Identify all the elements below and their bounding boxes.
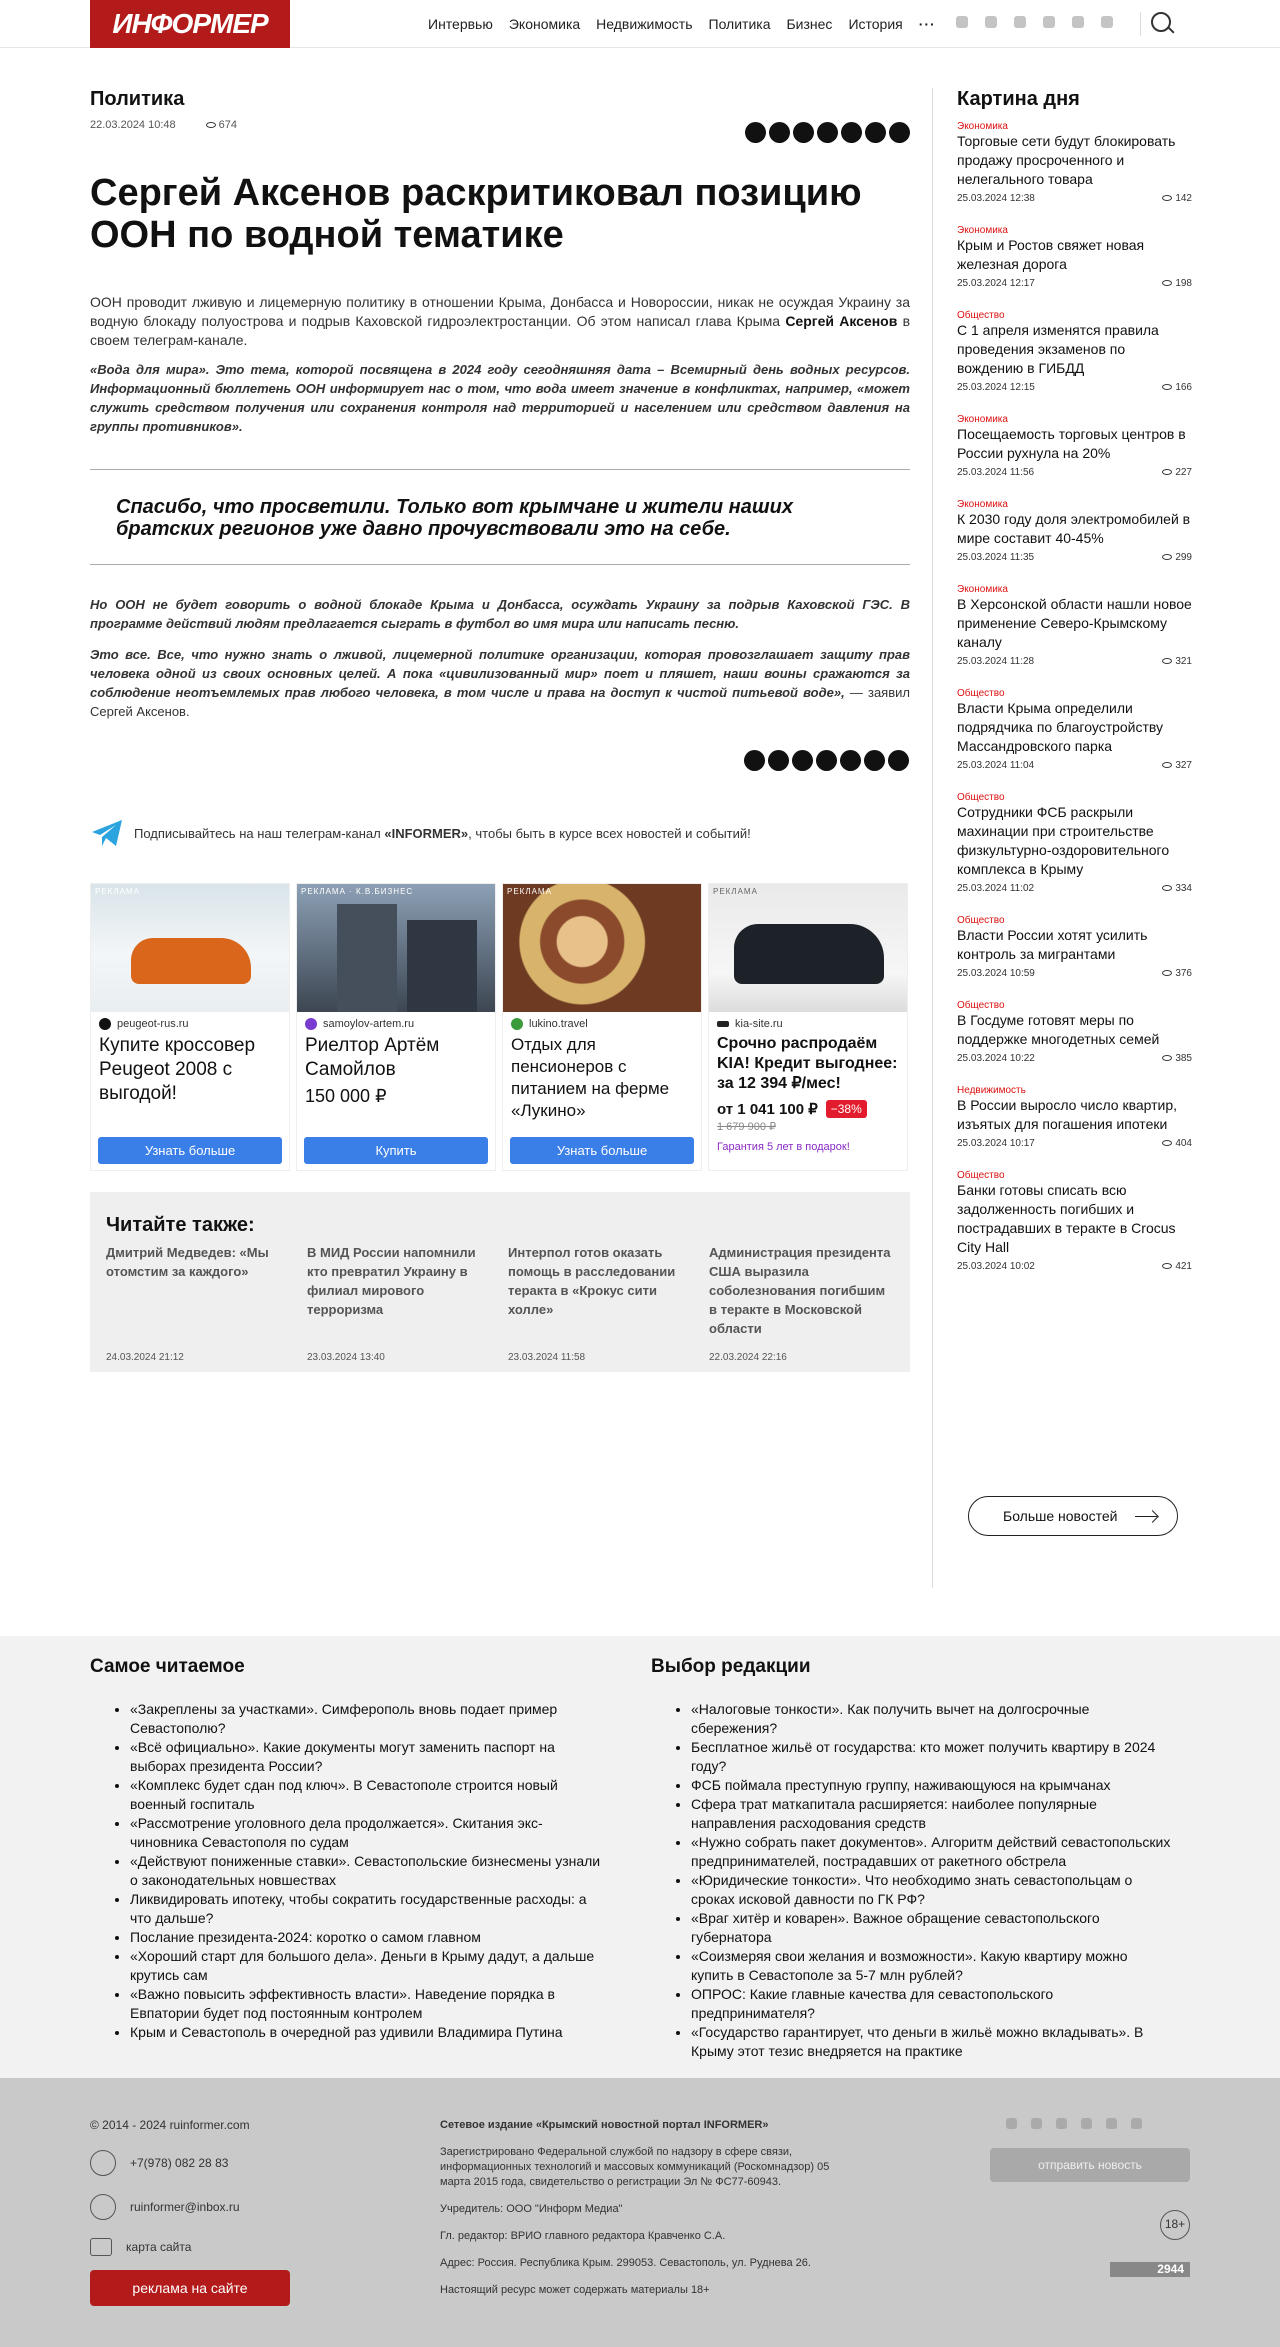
footer-email[interactable]: ruinformer@inbox.ru bbox=[130, 2200, 240, 2214]
news-title[interactable]: Власти Крыма определили подрядчика по благоустройству Массандровского парка bbox=[957, 700, 1164, 754]
news-views-count: 421 bbox=[1175, 1261, 1192, 1272]
news-meta bbox=[957, 382, 1192, 393]
paragraph-4-quote: Это все. Все, что нужно знать о лживой, лицемерной политике организации, которая провозглашает защиту прав человека одной из своих основных целей. А пока «цивилизованный мир» поет и пляшет, наши воины сражаются за соблюдение неотъемлемых прав любого человека, в том числе и права на доступ к чистой питьевой воде», bbox=[90, 646, 910, 700]
ad-domain-text: samoylov-artem.ru bbox=[323, 1018, 415, 1030]
list-item[interactable]: • Крым и Севастополь в очередной раз удивили Владимира Путина bbox=[130, 2023, 610, 2042]
news-views-count: 404 bbox=[1175, 1138, 1192, 1149]
news-views-count: 198 bbox=[1175, 278, 1192, 289]
eye-icon bbox=[1162, 1055, 1172, 1061]
news-category[interactable]: Экономика bbox=[957, 584, 1008, 595]
news-category[interactable]: Общество bbox=[957, 792, 1005, 803]
nav-item-interviews[interactable]: Интервью bbox=[428, 16, 493, 32]
advertise-button[interactable]: реклама на сайте bbox=[90, 2270, 290, 2306]
list-item[interactable]: • «Нужно собрать пакет документов». Алгоритм действий севастопольских предпринимателей, пострадавших от ракетного обстрела bbox=[691, 1833, 1171, 1871]
article-paragraph-2: «Вода для мира». Это тема, которой посвящена в 2024 году сегодняшняя дата – Всемирный день водных ресурсов. Информационный бюллетень ООН информирует нас о том, что вода имеет значение в конфликтах, например, «может служить средством получения или сохранения контроля над территорией и населением или средством давления на группы противников». bbox=[90, 361, 910, 434]
news-date: 25.03.2024 11:04 bbox=[957, 760, 1035, 771]
news-title[interactable]: Власти России хотят усилить контроль за мигрантами bbox=[957, 927, 1148, 962]
eye-icon bbox=[1162, 970, 1172, 976]
ad-price: от 1 041 100 ₽ bbox=[717, 1101, 818, 1118]
read-also-item[interactable] bbox=[307, 1243, 492, 1363]
news-meta bbox=[957, 1138, 1192, 1149]
news-meta bbox=[957, 1053, 1192, 1064]
nav-more-icon[interactable]: ··· bbox=[918, 16, 936, 32]
news-title[interactable]: Торговые сети будут блокировать продажу просроченного и нелегального товара bbox=[957, 133, 1176, 187]
news-date: 25.03.2024 11:28 bbox=[957, 656, 1035, 667]
sitemap-icon bbox=[90, 2238, 112, 2256]
nav-item-politics[interactable]: Политика bbox=[708, 16, 771, 32]
footer-sitemap-link[interactable]: карта сайта bbox=[126, 2240, 192, 2254]
share-other-icon[interactable] bbox=[889, 122, 910, 143]
share-vk-icon[interactable] bbox=[769, 122, 790, 143]
news-category[interactable]: Экономика bbox=[957, 414, 1008, 425]
list-item[interactable]: • «Всё официально». Какие документы могут заменить паспорт на выборах президента России? bbox=[130, 1738, 610, 1776]
telegram-icon[interactable] bbox=[956, 16, 968, 28]
odnoklassniki-icon[interactable] bbox=[1106, 2118, 1117, 2129]
ad-headline: Отдых для пенсионеров с питанием на ферме «Лукино» bbox=[511, 1035, 670, 1120]
visit-counter[interactable]: 2944 bbox=[1110, 2262, 1190, 2277]
ad-card-lukino[interactable] bbox=[502, 883, 702, 1171]
ad-label: РЕКЛАМА · К.В.БИЗНЕС bbox=[301, 887, 414, 896]
news-title[interactable]: Крым и Ростов свяжет новая железная дорога bbox=[957, 237, 1145, 272]
rss-icon[interactable] bbox=[1131, 2118, 1142, 2129]
news-category[interactable]: Недвижимость bbox=[957, 1085, 1026, 1096]
vk-icon[interactable] bbox=[1014, 16, 1026, 28]
article-lead bbox=[90, 293, 910, 350]
building-shape-2 bbox=[407, 920, 477, 1012]
read-also-item-date: 23.03.2024 13:40 bbox=[307, 1352, 385, 1363]
news-meta bbox=[957, 760, 1192, 771]
eye-icon bbox=[206, 122, 216, 128]
telegram-icon[interactable] bbox=[1006, 2118, 1017, 2129]
lead-text-end: в своем телеграм-канале. bbox=[90, 312, 911, 348]
most-read-title: Самое читаемое bbox=[90, 1656, 245, 1677]
age-rating-badge: 18+ bbox=[1160, 2210, 1190, 2240]
kia-logo-icon bbox=[717, 1021, 729, 1027]
more-news-button[interactable] bbox=[968, 1496, 1178, 1536]
ad-headline: Срочно распродаём KIA! Кредит выгоднее: за 12 394 ₽/мес! bbox=[717, 1035, 898, 1092]
read-also-item-date: 22.03.2024 22:16 bbox=[709, 1352, 787, 1363]
tg-channel-name[interactable]: «INFORMER» bbox=[384, 825, 469, 841]
news-date: 25.03.2024 10:17 bbox=[957, 1138, 1035, 1149]
sidebar-news-item[interactable] bbox=[957, 121, 1192, 204]
read-also-item-title[interactable]: Администрация президента США выразила соболезнования погибшим в теракте в Московской области bbox=[709, 1245, 891, 1336]
ad-domain bbox=[297, 1012, 495, 1030]
footer-phone-row bbox=[90, 2150, 250, 2176]
share-ok-icon[interactable] bbox=[793, 122, 814, 143]
read-also-item[interactable] bbox=[508, 1243, 693, 1363]
ad-button[interactable]: Купить bbox=[304, 1137, 488, 1164]
ad-headline: Риелтор Артём Самойлов bbox=[305, 1035, 440, 1080]
news-category[interactable]: Экономика bbox=[957, 499, 1008, 510]
main-nav bbox=[428, 0, 936, 48]
news-views-count: 376 bbox=[1175, 968, 1192, 979]
list-item[interactable]: • ФСБ поймала преступную группу, наживающуюся на крымчанах bbox=[691, 1776, 1171, 1795]
sidebar-news-item[interactable] bbox=[957, 1085, 1192, 1149]
list-item[interactable]: • Послание президента-2024: коротко о самом главном bbox=[130, 1928, 610, 1947]
eye-icon bbox=[1162, 1263, 1172, 1269]
site-header bbox=[0, 0, 1280, 48]
read-also-item-date: 23.03.2024 11:58 bbox=[508, 1352, 586, 1363]
footer-editor: Гл. редактор: ВРИО главного редактора Кравченко С.А. bbox=[440, 2230, 726, 2242]
list-item[interactable]: • «Действуют пониженные ставки». Севастопольские бизнесмены узнали о законодательных новшествах bbox=[130, 1852, 610, 1890]
ad-gift-text[interactable]: Гарантия 5 лет в подарок! bbox=[717, 1141, 850, 1153]
sidebar-news-item[interactable] bbox=[957, 688, 1192, 771]
tg-text-a: Подписывайтесь на наш телеграм-канал bbox=[134, 825, 385, 841]
car-shape bbox=[131, 938, 251, 984]
lead-author: Сергей Аксенов bbox=[785, 312, 898, 329]
lukino-logo-icon bbox=[511, 1018, 523, 1030]
share-buttons-top bbox=[745, 122, 910, 143]
article-views bbox=[206, 119, 237, 131]
article-paragraph-3: Но ООН не будет говорить о водной блокаде Крыма и Донбасса, осуждать Украину за подрыв Каховской ГЭС. В программе действий людям предлагается сыграть в футбол во имя мира или написать песню. bbox=[90, 596, 910, 631]
footer-legal bbox=[440, 2118, 840, 2310]
news-category[interactable]: Общество bbox=[957, 1000, 1005, 1011]
vk-icon[interactable] bbox=[1056, 2118, 1067, 2129]
news-title[interactable]: Сотрудники ФСБ раскрыли махинации при строительстве физкультурно-оздоровительного комплекса в Крыму bbox=[957, 804, 1170, 877]
ad-image-peugeot bbox=[91, 884, 289, 1012]
footer-phone[interactable]: +7(978) 082 28 83 bbox=[130, 2156, 229, 2170]
odnoklassniki-icon[interactable] bbox=[1072, 16, 1084, 28]
news-date: 25.03.2024 12:15 bbox=[957, 382, 1035, 393]
news-date: 25.03.2024 10:59 bbox=[957, 968, 1035, 979]
news-title[interactable]: В Госдуме готовят меры по поддержке многодетных семей bbox=[957, 1012, 1160, 1047]
telegram-subscribe-text bbox=[134, 826, 751, 841]
news-title[interactable]: В России выросло число квартир, изъятых для погашения ипотеки bbox=[957, 1097, 1178, 1132]
footer-social-links bbox=[1006, 2118, 1142, 2129]
youtube-icon[interactable] bbox=[1043, 16, 1055, 28]
list-item[interactable]: • «Хороший старт для большого дела». Деньги в Крыму дадут, а дальше крутись сам bbox=[130, 1947, 610, 1985]
editors-choice bbox=[651, 1656, 1171, 2061]
paragraph-4-attribution: — заявил Сергей Аксенов. bbox=[90, 684, 910, 719]
news-meta bbox=[957, 193, 1192, 204]
footer-email-row bbox=[90, 2194, 250, 2220]
news-meta bbox=[957, 1261, 1192, 1272]
share-dzen-icon[interactable] bbox=[745, 122, 766, 143]
nav-item-realty[interactable]: Недвижимость bbox=[596, 16, 693, 32]
ad-label: РЕКЛАМА bbox=[95, 887, 140, 896]
nav-item-business[interactable]: Бизнес bbox=[786, 16, 833, 32]
news-title[interactable]: К 2030 году доля электромобилей в мире составит 40-45% bbox=[957, 511, 1191, 546]
news-views bbox=[1162, 968, 1192, 979]
views-count: 674 bbox=[218, 119, 237, 131]
site-logo[interactable]: ИНФОРМЕР bbox=[90, 0, 290, 48]
news-views bbox=[1162, 1138, 1192, 1149]
news-views bbox=[1162, 1053, 1192, 1064]
news-date: 25.03.2024 11:02 bbox=[957, 883, 1035, 894]
eye-icon bbox=[1162, 1140, 1172, 1146]
read-also-item-title[interactable]: Дмитрий Медведев: «Мы отомстим за каждого» bbox=[106, 1245, 269, 1279]
news-views-count: 142 bbox=[1175, 193, 1192, 204]
news-meta bbox=[957, 968, 1192, 979]
search-icon[interactable] bbox=[1151, 12, 1173, 34]
ad-headline: Купите кроссовер Peugeot 2008 с выгодой! bbox=[99, 1035, 256, 1104]
share-vk-icon[interactable] bbox=[768, 750, 789, 771]
news-meta bbox=[957, 656, 1192, 667]
news-views bbox=[1162, 467, 1192, 478]
sidebar-news-item[interactable] bbox=[957, 310, 1192, 393]
sidebar-news-item[interactable] bbox=[957, 1000, 1192, 1064]
peugeot-logo-icon bbox=[99, 1018, 111, 1030]
list-item[interactable]: • «Юридические тонкости». Что необходимо знать севастопольцам о сроках исковой давности по ГК РФ? bbox=[691, 1871, 1171, 1909]
eye-icon bbox=[1162, 469, 1172, 475]
footer-registration: Зарегистрировано Федеральной службой по надзору в сфере связи, информационных технологий и массовых коммуникаций (Роскомнадзор) 05 марта 2015 года, свидетельство о регистрации Эл № ФС77-60943. bbox=[440, 2146, 830, 2188]
news-meta bbox=[957, 883, 1192, 894]
sidebar-news-item[interactable] bbox=[957, 792, 1192, 894]
news-views bbox=[1162, 760, 1192, 771]
ad-domain-text: kia-site.ru bbox=[735, 1018, 783, 1030]
news-views bbox=[1162, 552, 1192, 563]
news-date: 25.03.2024 10:02 bbox=[957, 1261, 1035, 1272]
more-news-label: Больше новостей bbox=[1003, 1508, 1118, 1524]
news-views bbox=[1162, 193, 1192, 204]
article-title: Сергей Аксенов раскритиковал позицию ООН по водной тематике bbox=[90, 172, 862, 256]
ad-card-realtor[interactable] bbox=[296, 883, 496, 1171]
ad-block bbox=[90, 883, 910, 1171]
list-item[interactable]: • «Комплекс будет сдан под ключ». В Севастополе строится новый военный госпиталь bbox=[130, 1776, 610, 1814]
news-meta bbox=[957, 467, 1192, 478]
news-views bbox=[1162, 656, 1192, 667]
news-views-count: 334 bbox=[1175, 883, 1192, 894]
share-dzen-icon[interactable] bbox=[744, 750, 765, 771]
sidebar-news-item[interactable] bbox=[957, 1170, 1192, 1272]
realtor-logo-icon bbox=[305, 1018, 317, 1030]
ad-button[interactable]: Узнать больше bbox=[98, 1137, 282, 1164]
ad-domain-text: peugeot-rus.ru bbox=[117, 1018, 189, 1030]
news-date: 25.03.2024 11:56 bbox=[957, 467, 1035, 478]
list-item[interactable]: • «Налоговые тонкости». Как получить вычет на долгосрочные сбережения? bbox=[691, 1700, 1171, 1738]
share-ok-icon[interactable] bbox=[792, 750, 813, 771]
footer-copyright: © 2014 - 2024 ruinformer.com bbox=[90, 2118, 250, 2132]
eye-icon bbox=[1162, 195, 1172, 201]
list-item[interactable]: • «Закреплены за участками». Симферополь вновь подает пример Севастополю? bbox=[130, 1700, 610, 1738]
news-views bbox=[1162, 382, 1192, 393]
header-social-links bbox=[956, 16, 1113, 28]
share-telegram-icon[interactable] bbox=[817, 122, 838, 143]
rss-icon[interactable] bbox=[1101, 16, 1113, 28]
read-also-item-title[interactable]: Интерпол готов оказать помощь в расследовании теракта в «Крокус сити холле» bbox=[508, 1245, 676, 1317]
share-whatsapp-icon[interactable] bbox=[865, 122, 886, 143]
telegram-plane-icon bbox=[90, 816, 124, 850]
list-item[interactable]: • ОПРОС: Какие главные качества для севастопольского предпринимателя? bbox=[691, 1985, 1171, 2023]
site-footer bbox=[0, 2078, 1280, 2347]
editors-choice-list bbox=[651, 1700, 1171, 2061]
share-viber-icon[interactable] bbox=[841, 122, 862, 143]
news-views bbox=[1162, 883, 1192, 894]
send-news-button[interactable]: отправить новость bbox=[990, 2148, 1190, 2182]
ad-image-building bbox=[297, 884, 495, 1012]
news-date: 25.03.2024 10:22 bbox=[957, 1053, 1035, 1064]
share-other-icon[interactable] bbox=[888, 750, 909, 771]
news-views-count: 321 bbox=[1175, 656, 1192, 667]
news-meta bbox=[957, 552, 1192, 563]
news-views-count: 227 bbox=[1175, 467, 1192, 478]
footer-age-note: Настоящий ресурс может содержать материалы 18+ bbox=[440, 2284, 710, 2296]
ad-label: РЕКЛАМА bbox=[713, 887, 758, 896]
read-also-item[interactable] bbox=[106, 1243, 291, 1363]
footer-address: Адрес: Россия. Республика Крым. 299053. Севастополь, ул. Руднева 26. bbox=[440, 2257, 811, 2269]
nav-item-economy[interactable]: Экономика bbox=[508, 16, 581, 32]
news-title[interactable]: С 1 апреля изменятся правила проведения экзаменов по вождению в ГИБДД bbox=[957, 322, 1159, 376]
ad-card-peugeot[interactable] bbox=[90, 883, 290, 1171]
news-title[interactable]: Посещаемость торговых центров в России рухнула на 20% bbox=[957, 426, 1186, 461]
share-buttons-bottom bbox=[744, 750, 909, 771]
ad-image-kia bbox=[709, 884, 907, 1012]
ad-domain bbox=[503, 1012, 701, 1030]
building-shape bbox=[337, 904, 397, 1012]
news-views bbox=[1162, 278, 1192, 289]
ad-old-price: 1 679 900 ₽ bbox=[717, 1121, 776, 1133]
footer-founder: Учредитель: ООО "Информ Медиа" bbox=[440, 2203, 623, 2215]
news-title[interactable]: В Херсонской области нашли новое применение Северо-Крымскому каналу bbox=[957, 596, 1192, 650]
news-views bbox=[1162, 1261, 1192, 1272]
read-also-item-date: 24.03.2024 21:12 bbox=[106, 1352, 184, 1363]
ad-discount-badge: −38% bbox=[826, 1100, 867, 1118]
sidebar-title: Картина дня bbox=[957, 88, 1080, 110]
youtube-icon[interactable] bbox=[1081, 2118, 1092, 2129]
most-read bbox=[90, 1656, 610, 2042]
arrow-right-icon bbox=[1135, 1516, 1157, 1517]
editors-choice-title: Выбор редакции bbox=[651, 1656, 811, 1677]
news-views-count: 385 bbox=[1175, 1053, 1192, 1064]
share-whatsapp-icon[interactable] bbox=[864, 750, 885, 771]
ad-domain bbox=[709, 1012, 907, 1030]
news-title[interactable]: Банки готовы списать всю задолженность погибших и пострадавших в теракте в Crocus City Hall bbox=[957, 1182, 1176, 1255]
list-item[interactable]: • Бесплатное жильё от государства: кто может получить квартиру в 2024 году? bbox=[691, 1738, 1171, 1776]
sidebar-news-item[interactable] bbox=[957, 499, 1192, 563]
eye-icon bbox=[1162, 885, 1172, 891]
ad-label: РЕКЛАМА bbox=[507, 887, 552, 896]
news-meta bbox=[957, 278, 1192, 289]
eye-icon bbox=[1162, 280, 1172, 286]
news-date: 25.03.2024 12:17 bbox=[957, 278, 1035, 289]
bottom-lists bbox=[0, 1636, 1280, 2078]
sidebar-news-item[interactable] bbox=[957, 414, 1192, 478]
ad-domain-text: lukino.travel bbox=[529, 1018, 588, 1030]
article-paragraph-4 bbox=[90, 645, 910, 721]
news-category[interactable]: Общество bbox=[957, 688, 1005, 699]
news-views-count: 299 bbox=[1175, 552, 1192, 563]
article-rubric[interactable]: Политика bbox=[90, 88, 185, 110]
ad-image-food bbox=[503, 884, 701, 1012]
news-views-count: 327 bbox=[1175, 760, 1192, 771]
mail-icon bbox=[90, 2194, 116, 2220]
news-category[interactable]: Экономика bbox=[957, 121, 1008, 132]
sidebar-news-item[interactable] bbox=[957, 915, 1192, 979]
sidebar-news-item[interactable] bbox=[957, 225, 1192, 289]
sidebar-news-item[interactable] bbox=[957, 584, 1192, 667]
lead-text: ООН проводит лживую и лицемерную политику в отношении Крыма, Донбасса и Новороссии, никак не осуждая Украину за водную блокаду полуострова и подрыв Каховской гидроэлектростанции. Об этом написал глава Крыма bbox=[90, 293, 910, 329]
share-telegram-icon[interactable] bbox=[816, 750, 837, 771]
car-shape bbox=[734, 924, 884, 984]
nav-item-history[interactable]: История bbox=[848, 16, 903, 32]
footer-sitemap-row bbox=[90, 2238, 250, 2256]
news-views-count: 166 bbox=[1175, 382, 1192, 393]
dzen-icon[interactable] bbox=[985, 16, 997, 28]
most-read-list bbox=[90, 1700, 610, 2042]
news-category[interactable]: Общество bbox=[957, 310, 1005, 321]
ad-domain bbox=[91, 1012, 289, 1030]
header-divider bbox=[1140, 12, 1141, 36]
read-also-title: Читайте также: bbox=[106, 1214, 255, 1236]
telegram-subscribe[interactable] bbox=[90, 816, 751, 850]
news-date: 25.03.2024 12:38 bbox=[957, 193, 1035, 204]
list-item[interactable]: • «Соизмеряя свои желания и возможности». Какую квартиру можно купить в Севастополе за 5-7 млн рублей? bbox=[691, 1947, 1171, 1985]
read-also-item-title[interactable]: В МИД России напомнили кто превратил Украину в филиал мирового терроризма bbox=[307, 1245, 476, 1317]
eye-icon bbox=[1162, 554, 1172, 560]
ad-price: 150 000 ₽ bbox=[305, 1086, 387, 1106]
footer-contacts bbox=[90, 2118, 250, 2256]
list-item[interactable]: • «Рассмотрение уголовного дела продолжается». Скитания экс-чиновника Севастополя по судам bbox=[130, 1814, 610, 1852]
share-viber-icon[interactable] bbox=[840, 750, 861, 771]
tg-text-c: , чтобы быть в курсе всех новостей и событий! bbox=[468, 825, 751, 841]
eye-icon bbox=[1162, 762, 1172, 768]
news-category[interactable]: Экономика bbox=[957, 225, 1008, 236]
news-date: 25.03.2024 11:35 bbox=[957, 552, 1035, 563]
sidebar-news-list bbox=[957, 121, 1192, 1272]
dzen-icon[interactable] bbox=[1031, 2118, 1042, 2129]
footer-edition: Сетевое издание «Крымский новостной портал INFORMER» bbox=[440, 2119, 769, 2131]
ad-button[interactable]: Узнать больше bbox=[510, 1137, 694, 1164]
ad-price-row bbox=[709, 1094, 907, 1118]
phone-icon bbox=[90, 2150, 116, 2176]
list-item[interactable]: • Ликвидировать ипотеку, чтобы сократить государственные расходы: а что дальше? bbox=[130, 1890, 610, 1928]
list-item[interactable]: • «Важно повысить эффективность власти». Наведение порядка в Евпатории будет под постоянным контролем bbox=[130, 1985, 610, 2023]
news-category[interactable]: Общество bbox=[957, 915, 1005, 926]
list-item[interactable]: • «Государство гарантирует, что деньги в жильё можно вкладывать». В Крыму этот тезис внедряется на практике bbox=[691, 2023, 1171, 2061]
ad-card-kia[interactable] bbox=[708, 883, 908, 1171]
eye-icon bbox=[1162, 658, 1172, 664]
read-also-item[interactable] bbox=[709, 1243, 894, 1363]
list-item[interactable]: • Сфера трат маткапитала расширяется: наиболее популярные направления расходования средств bbox=[691, 1795, 1171, 1833]
article bbox=[90, 88, 911, 1363]
article-date: 22.03.2024 10:48 bbox=[90, 119, 176, 131]
list-item[interactable]: • «Враг хитёр и коварен». Важное обращение севастопольского губернатора bbox=[691, 1909, 1171, 1947]
read-also-block bbox=[90, 1192, 910, 1372]
sidebar-news bbox=[932, 88, 1192, 1588]
article-quote: Спасибо, что просветили. Только вот крымчане и жители наших братских регионов уже давно прочувствовали это на себе. bbox=[90, 469, 910, 565]
news-category[interactable]: Общество bbox=[957, 1170, 1005, 1181]
eye-icon bbox=[1162, 384, 1172, 390]
